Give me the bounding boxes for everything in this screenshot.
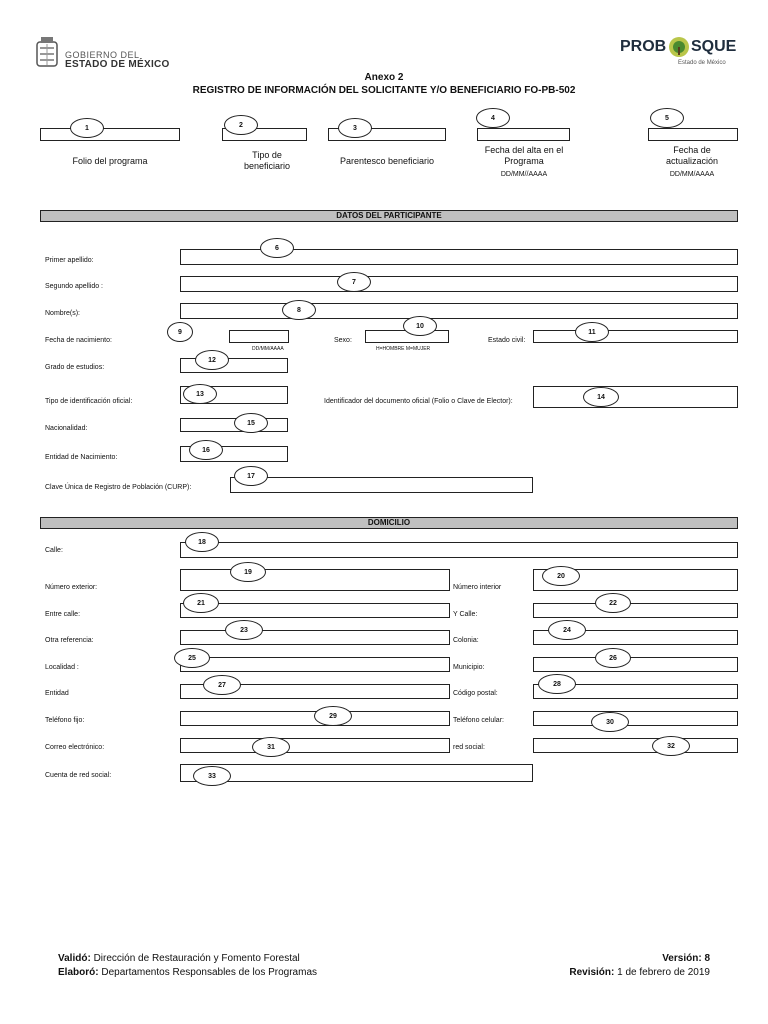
gov-line1: GOBIERNO DEL <box>65 50 140 60</box>
number-badge: 1 <box>70 118 104 138</box>
number-badge: 7 <box>337 272 371 292</box>
number-badge: 25 <box>174 648 210 668</box>
version-label: Versión: <box>662 953 702 964</box>
number-badge: 3 <box>338 118 372 138</box>
number-badge: 32 <box>652 736 690 756</box>
elaboro-value: Departamentos Responsables de los Programas <box>101 967 318 978</box>
tree-icon <box>668 36 690 58</box>
number-badge: 11 <box>575 322 609 342</box>
number-badge: 12 <box>195 350 229 370</box>
label-sexo: Sexo: <box>334 337 352 344</box>
number-badge: 4 <box>476 108 510 128</box>
segundo-apellido-input[interactable] <box>180 276 738 292</box>
label-colonia: Colonia: <box>453 637 479 644</box>
label-nacionalidad: Nacionalidad: <box>45 425 88 432</box>
label-telefono-celular: Teléfono celular: <box>453 717 504 724</box>
label-entidad-nacimiento: Entidad de Nacimiento: <box>45 454 118 461</box>
correo-input[interactable] <box>180 738 450 753</box>
form-title: REGISTRO DE INFORMACIÓN DEL SOLICITANTE Y/O BENEFICIARIO FO-PB-502 <box>192 85 576 96</box>
number-badge: 13 <box>183 384 217 404</box>
number-badge: 23 <box>225 620 263 640</box>
annex-title: Anexo 2 <box>364 72 404 83</box>
label-red-social: red social: <box>453 744 485 751</box>
number-badge: 14 <box>583 387 619 407</box>
fecha-nacimiento-input[interactable] <box>229 330 289 343</box>
hint-sexo: H=HOMBRE M=MUJER <box>376 346 431 352</box>
nombres-input[interactable] <box>180 303 738 319</box>
label-num-interior: Número interior <box>453 584 502 591</box>
label-tipo-beneficiario: Tipo de beneficiario <box>243 150 291 171</box>
field-folio-programa[interactable] <box>40 128 180 141</box>
label-otra-referencia: Otra referencia: <box>45 637 94 644</box>
hint-fecha-alta: DD/MM//AAAA <box>500 171 548 178</box>
gov-line2: ESTADO DE MÉXICO <box>65 59 170 70</box>
label-calle: Calle: <box>45 547 63 554</box>
elaboro-label: Elaboró: <box>58 967 99 978</box>
estado-civil-input[interactable] <box>533 330 738 343</box>
num-exterior-input[interactable] <box>180 569 450 591</box>
otra-referencia-input[interactable] <box>180 630 450 645</box>
label-num-exterior: Número exterior: <box>45 584 98 591</box>
localidad-input[interactable] <box>180 657 450 672</box>
number-badge: 18 <box>185 532 219 552</box>
footer-revision <box>569 967 710 978</box>
number-badge: 21 <box>183 593 219 613</box>
field-fecha-actualizacion[interactable] <box>648 128 738 141</box>
number-badge: 6 <box>260 238 294 258</box>
brand-sub: Estado de México <box>678 60 726 66</box>
label-segundo-apellido: Segundo apellido : <box>45 283 103 290</box>
footer-elaboro <box>58 967 317 978</box>
footer-valido <box>58 953 300 964</box>
telefono-celular-input[interactable] <box>533 711 738 726</box>
label-cuenta-red-social: Cuenta de red social: <box>45 772 112 779</box>
number-badge: 17 <box>234 466 268 486</box>
entre-calle-input[interactable] <box>180 603 450 618</box>
brand-left: PROB <box>620 38 667 55</box>
label-codigo-postal: Código postal: <box>453 690 498 697</box>
municipio-input[interactable] <box>533 657 738 672</box>
calle-input[interactable] <box>180 542 738 558</box>
gov-name <box>65 50 170 70</box>
number-badge: 26 <box>595 648 631 668</box>
label-correo: Correo electrónico: <box>45 744 105 751</box>
label-nombres: Nombre(s): <box>45 310 81 317</box>
cuenta-red-social-input[interactable] <box>180 764 533 782</box>
revision-label: Revisión: <box>569 967 615 978</box>
number-badge: 22 <box>595 593 631 613</box>
field-fecha-alta[interactable] <box>477 128 570 141</box>
section-header-participante: DATOS DEL PARTICIPANTE <box>40 210 738 222</box>
number-badge: 20 <box>542 566 580 586</box>
brand-right: SQUE <box>691 38 737 55</box>
label-y-calle: Y Calle: <box>453 611 478 618</box>
probosque-logo <box>620 36 740 70</box>
label-primer-apellido: Primer apellido: <box>45 257 94 264</box>
number-badge: 9 <box>167 322 193 342</box>
label-curp: Clave Única de Registro de Población (CURP): <box>45 484 192 491</box>
number-badge: 15 <box>234 413 268 433</box>
number-badge: 31 <box>252 737 290 757</box>
label-folio-programa: Folio del programa <box>72 156 148 166</box>
identificador-documento-input[interactable] <box>533 386 738 408</box>
number-badge: 5 <box>650 108 684 128</box>
label-telefono-fijo: Teléfono fijo: <box>45 717 85 724</box>
number-badge: 33 <box>193 766 231 786</box>
number-badge: 19 <box>230 562 266 582</box>
label-fecha-actualizacion: Fecha de actualización <box>665 145 719 166</box>
version-value: 8 <box>704 953 710 964</box>
label-identificador-documento: Identificador del documento oficial (Folio o Clave de Elector): <box>324 398 513 405</box>
number-badge: 8 <box>282 300 316 320</box>
coat-of-arms-icon <box>35 36 59 70</box>
number-badge: 10 <box>403 316 437 336</box>
hint-fecha-nacimiento: DD/MM/AAAA <box>252 346 284 352</box>
section-header-domicilio: DOMICILIO <box>40 517 738 529</box>
number-badge: 16 <box>189 440 223 460</box>
label-grado-estudios: Grado de estudios: <box>45 364 105 371</box>
label-parentesco: Parentesco beneficiario <box>339 156 435 166</box>
number-badge: 28 <box>538 674 576 694</box>
number-badge: 29 <box>314 706 352 726</box>
label-entidad: Entidad <box>45 690 69 697</box>
label-municipio: Municipio: <box>453 664 485 671</box>
footer-version <box>662 953 710 964</box>
number-badge: 2 <box>224 115 258 135</box>
valido-label: Validó: <box>58 953 91 964</box>
label-fecha-nacimiento: Fecha de nacimiento: <box>45 337 112 344</box>
valido-value: Dirección de Restauración y Fomento Forestal <box>93 953 300 964</box>
red-social-input[interactable] <box>533 738 738 753</box>
y-calle-input[interactable] <box>533 603 738 618</box>
label-estado-civil: Estado civil: <box>488 337 526 344</box>
curp-input[interactable] <box>230 477 533 493</box>
label-tipo-identificacion: Tipo de identificación oficial: <box>45 398 133 405</box>
label-fecha-alta: Fecha del alta en el Programa <box>484 145 564 166</box>
hint-fecha-actualizacion: DD/MM/AAAA <box>669 171 715 178</box>
number-badge: 24 <box>548 620 586 640</box>
revision-value: 1 de febrero de 2019 <box>617 967 710 978</box>
gov-logo <box>35 36 59 70</box>
label-localidad: Localidad : <box>45 664 79 671</box>
label-entre-calle: Entre calle: <box>45 611 81 618</box>
number-badge: 30 <box>591 712 629 732</box>
number-badge: 27 <box>203 675 241 695</box>
